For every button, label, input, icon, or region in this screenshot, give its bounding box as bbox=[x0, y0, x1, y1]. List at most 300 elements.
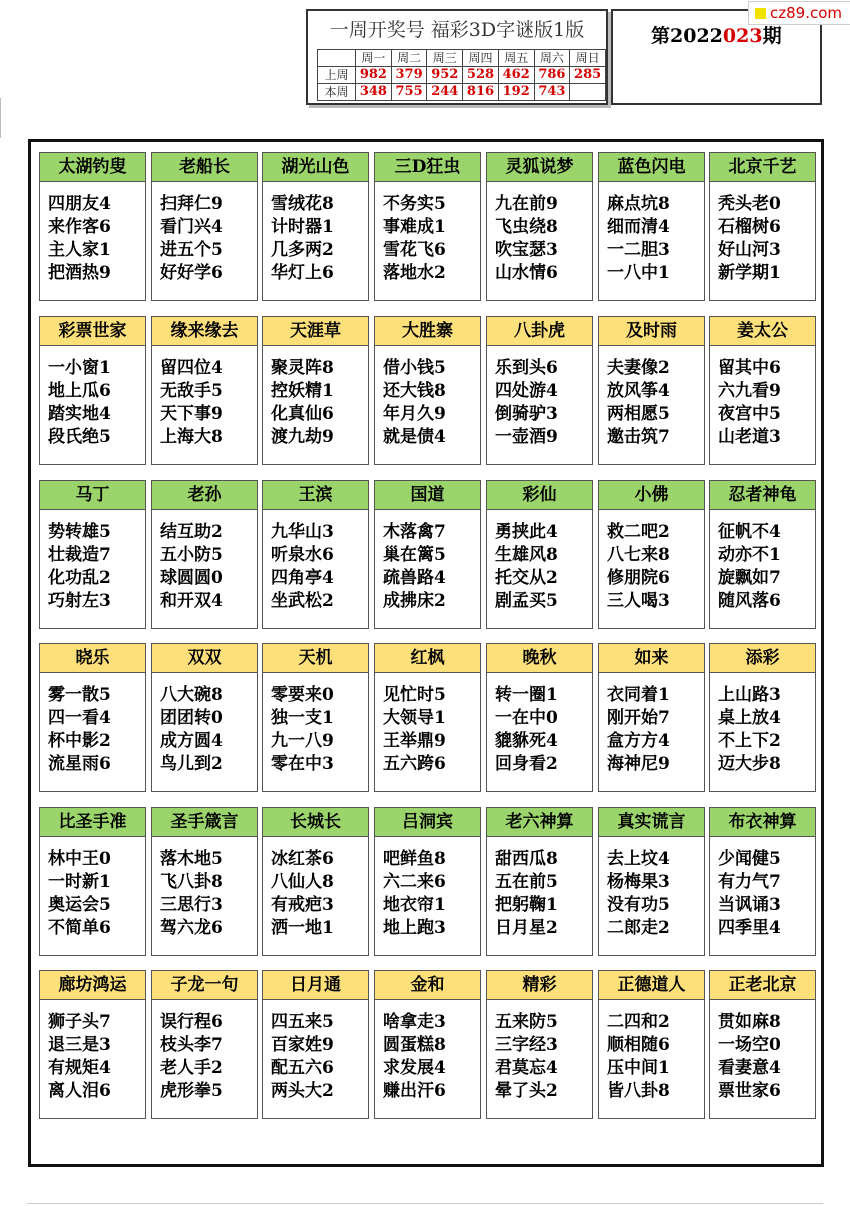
card-author: 金和 bbox=[374, 970, 481, 1000]
riddle-line: 虎形拳5 bbox=[160, 1081, 223, 1101]
riddle-line: 剧孟买5 bbox=[495, 591, 558, 611]
card-author: 大胜寨 bbox=[374, 316, 481, 346]
riddle-line: 二郎走2 bbox=[607, 918, 670, 938]
riddle-line: 不简单6 bbox=[48, 918, 111, 938]
riddle-line: 四五来5 bbox=[271, 1012, 334, 1032]
card-riddle-lines bbox=[48, 521, 143, 613]
riddle-line: 见忙时5 bbox=[383, 685, 446, 705]
riddle-line: 随风落6 bbox=[718, 591, 781, 611]
card-riddle-lines bbox=[607, 684, 702, 776]
card-riddle-lines bbox=[495, 848, 590, 940]
puzzle-card bbox=[486, 970, 593, 1119]
riddle-line: 赚出汗6 bbox=[383, 1081, 446, 1101]
puzzle-card bbox=[709, 316, 816, 465]
draw-number: 816 bbox=[463, 84, 499, 101]
card-riddle-lines bbox=[383, 357, 478, 449]
riddle-line: 借小钱5 bbox=[383, 358, 446, 378]
card-riddle-lines bbox=[718, 357, 813, 449]
riddle-line: 来作客6 bbox=[48, 217, 111, 237]
draw-number: 462 bbox=[498, 67, 534, 84]
card-riddle-lines bbox=[495, 521, 590, 613]
puzzle-card bbox=[39, 807, 146, 956]
draw-number: 982 bbox=[356, 67, 392, 84]
card-riddle-lines bbox=[160, 193, 255, 285]
riddle-line: 留四位4 bbox=[160, 358, 223, 378]
riddle-line: 独一支1 bbox=[271, 708, 334, 728]
card-riddle-lines bbox=[383, 193, 478, 285]
riddle-line: 求发展4 bbox=[383, 1058, 446, 1078]
riddle-line: 鸟儿到2 bbox=[160, 754, 223, 774]
card-author: 比圣手准 bbox=[39, 807, 146, 837]
card-riddle-lines bbox=[271, 1011, 366, 1103]
card-riddle-lines bbox=[718, 193, 813, 285]
riddle-line: 圆蛋糕8 bbox=[383, 1035, 446, 1055]
puzzle-card bbox=[709, 152, 816, 301]
riddle-line: 五在前5 bbox=[495, 872, 558, 892]
puzzle-card bbox=[598, 316, 705, 465]
riddle-line: 八仙人8 bbox=[271, 872, 334, 892]
card-riddle-lines bbox=[48, 1011, 143, 1103]
draw-number: 192 bbox=[498, 84, 534, 101]
riddle-line: 顺相随6 bbox=[607, 1035, 670, 1055]
puzzle-card bbox=[39, 152, 146, 301]
riddle-line: 生雄风8 bbox=[495, 545, 558, 565]
riddle-line: 退三是3 bbox=[48, 1035, 111, 1055]
riddle-line: 啥拿走3 bbox=[383, 1012, 446, 1032]
riddle-line: 杨梅果3 bbox=[607, 872, 670, 892]
day-header: 周日 bbox=[570, 50, 606, 67]
riddle-line: 进五个5 bbox=[160, 240, 223, 260]
row-label: 本周 bbox=[318, 84, 356, 101]
draw-number: 285 bbox=[570, 67, 606, 84]
riddle-line: 团团转0 bbox=[160, 708, 223, 728]
riddle-line: 控妖精1 bbox=[271, 381, 334, 401]
riddle-line: 贯如麻8 bbox=[718, 1012, 781, 1032]
card-riddle-lines bbox=[607, 193, 702, 285]
day-header: 周四 bbox=[463, 50, 499, 67]
riddle-line: 皆八卦8 bbox=[607, 1081, 670, 1101]
day-header: 周一 bbox=[356, 50, 392, 67]
riddle-line: 邀击筑7 bbox=[607, 427, 670, 447]
draw-number bbox=[570, 84, 606, 101]
riddle-line: 迈大步8 bbox=[718, 754, 781, 774]
draw-number: 379 bbox=[391, 67, 427, 84]
card-riddle-lines bbox=[48, 848, 143, 940]
riddle-line: 四角亭4 bbox=[271, 568, 334, 588]
puzzle-card bbox=[39, 970, 146, 1119]
riddle-line: 修朋院6 bbox=[607, 568, 670, 588]
riddle-line: 巧射左3 bbox=[48, 591, 111, 611]
riddle-line: 天下事9 bbox=[160, 404, 223, 424]
puzzle-card bbox=[262, 970, 369, 1119]
riddle-line: 一小窗1 bbox=[48, 358, 111, 378]
riddle-line: 征帆不4 bbox=[718, 522, 781, 542]
riddle-line: 压中间1 bbox=[607, 1058, 670, 1078]
puzzle-card bbox=[598, 152, 705, 301]
riddle-line: 一时新1 bbox=[48, 872, 111, 892]
riddle-line: 五来防5 bbox=[495, 1012, 558, 1032]
draw-number: 528 bbox=[463, 67, 499, 84]
riddle-line: 六九看9 bbox=[718, 381, 781, 401]
riddle-line: 一八中1 bbox=[607, 263, 670, 283]
puzzle-card bbox=[151, 643, 258, 792]
riddle-line: 雪绒花8 bbox=[271, 194, 334, 214]
card-author: 姜太公 bbox=[709, 316, 816, 346]
card-author: 三D狂虫 bbox=[374, 152, 481, 182]
card-author: 正德道人 bbox=[598, 970, 705, 1000]
card-author: 八卦虎 bbox=[486, 316, 593, 346]
riddle-line: 计时器1 bbox=[271, 217, 334, 237]
riddle-line: 三字经3 bbox=[495, 1035, 558, 1055]
card-riddle-lines bbox=[607, 357, 702, 449]
card-author: 正老北京 bbox=[709, 970, 816, 1000]
riddle-line: 地上跑3 bbox=[383, 918, 446, 938]
card-riddle-lines bbox=[718, 684, 813, 776]
riddle-line: 三人喝3 bbox=[607, 591, 670, 611]
riddle-line: 衣同着1 bbox=[607, 685, 670, 705]
riddle-line: 一在中0 bbox=[495, 708, 558, 728]
riddle-line: 不上下2 bbox=[718, 731, 781, 751]
puzzle-card bbox=[486, 480, 593, 629]
day-header: 周二 bbox=[391, 50, 427, 67]
weekly-draw-panel bbox=[306, 9, 608, 105]
riddle-line: 木落禽7 bbox=[383, 522, 446, 542]
riddle-line: 扫拜仁9 bbox=[160, 194, 223, 214]
card-riddle-lines bbox=[48, 193, 143, 285]
card-riddle-lines bbox=[383, 1011, 478, 1103]
riddle-line: 驾六龙6 bbox=[160, 918, 223, 938]
puzzle-card bbox=[486, 807, 593, 956]
riddle-line: 听泉水6 bbox=[271, 545, 334, 565]
puzzle-card bbox=[598, 643, 705, 792]
puzzle-card bbox=[374, 807, 481, 956]
puzzle-card bbox=[374, 970, 481, 1119]
riddle-line: 成方圆4 bbox=[160, 731, 223, 751]
puzzle-card bbox=[374, 643, 481, 792]
card-author: 圣手箴言 bbox=[151, 807, 258, 837]
table-corner bbox=[318, 50, 356, 67]
card-riddle-lines bbox=[48, 357, 143, 449]
card-author: 天机 bbox=[262, 643, 369, 673]
riddle-line: 三思行3 bbox=[160, 895, 223, 915]
riddle-line: 看妻意4 bbox=[718, 1058, 781, 1078]
card-riddle-lines bbox=[160, 684, 255, 776]
riddle-line: 疏兽路4 bbox=[383, 568, 446, 588]
card-author: 忍者神龟 bbox=[709, 480, 816, 510]
riddle-line: 一二胆3 bbox=[607, 240, 670, 260]
riddle-line: 五六跨6 bbox=[383, 754, 446, 774]
riddle-line: 留其中6 bbox=[718, 358, 781, 378]
riddle-line: 把躬鞠1 bbox=[495, 895, 558, 915]
card-author: 日月通 bbox=[262, 970, 369, 1000]
puzzle-card bbox=[486, 152, 593, 301]
riddle-line: 四朋友4 bbox=[48, 194, 111, 214]
riddle-line: 五小防5 bbox=[160, 545, 223, 565]
riddle-line: 票世家6 bbox=[718, 1081, 781, 1101]
riddle-line: 四一看4 bbox=[48, 708, 111, 728]
card-author: 及时雨 bbox=[598, 316, 705, 346]
puzzle-card bbox=[709, 807, 816, 956]
riddle-line: 一壶酒9 bbox=[495, 427, 558, 447]
card-riddle-lines bbox=[271, 848, 366, 940]
divider bbox=[0, 98, 1, 138]
riddle-line: 两相愿5 bbox=[607, 404, 670, 424]
riddle-line: 乐到头6 bbox=[495, 358, 558, 378]
card-riddle-lines bbox=[383, 848, 478, 940]
card-author: 缘来缘去 bbox=[151, 316, 258, 346]
riddle-line: 晕了头2 bbox=[495, 1081, 558, 1101]
riddle-line: 洒一地1 bbox=[271, 918, 334, 938]
row-label: 上周 bbox=[318, 67, 356, 84]
riddle-line: 事难成1 bbox=[383, 217, 446, 237]
card-riddle-lines bbox=[718, 1011, 813, 1103]
card-author: 彩票世家 bbox=[39, 316, 146, 346]
riddle-line: 夜宫中5 bbox=[718, 404, 781, 424]
logo-text: cz89.com bbox=[770, 4, 843, 22]
riddle-line: 结互助2 bbox=[160, 522, 223, 542]
card-riddle-lines bbox=[48, 684, 143, 776]
riddle-line: 飞八卦8 bbox=[160, 872, 223, 892]
riddle-line: 还大钱8 bbox=[383, 381, 446, 401]
riddle-line: 九在前9 bbox=[495, 194, 558, 214]
card-author: 长城长 bbox=[262, 807, 369, 837]
puzzle-card bbox=[151, 807, 258, 956]
card-author: 马丁 bbox=[39, 480, 146, 510]
riddle-line: 枝头李7 bbox=[160, 1035, 223, 1055]
issue-suffix: 期 bbox=[762, 25, 782, 47]
riddle-line: 狮子头7 bbox=[48, 1012, 111, 1032]
issue-red: 023 bbox=[722, 25, 763, 47]
riddle-line: 球圆圆0 bbox=[160, 568, 223, 588]
riddle-line: 杯中影2 bbox=[48, 731, 111, 751]
riddle-line: 把酒热9 bbox=[48, 263, 111, 283]
card-author: 晓乐 bbox=[39, 643, 146, 673]
riddle-line: 去上坟4 bbox=[607, 849, 670, 869]
riddle-line: 和开双4 bbox=[160, 591, 223, 611]
riddle-line: 王举鼎9 bbox=[383, 731, 446, 751]
riddle-line: 有戒疤3 bbox=[271, 895, 334, 915]
riddle-line: 好山河3 bbox=[718, 240, 781, 260]
card-riddle-lines bbox=[160, 357, 255, 449]
card-author: 双双 bbox=[151, 643, 258, 673]
riddle-line: 化真仙6 bbox=[271, 404, 334, 424]
site-logo[interactable] bbox=[748, 1, 850, 25]
riddle-line: 新学期1 bbox=[718, 263, 781, 283]
card-author: 太湖钓叟 bbox=[39, 152, 146, 182]
riddle-line: 势转雄5 bbox=[48, 522, 111, 542]
card-riddle-lines bbox=[607, 848, 702, 940]
riddle-line: 桌上放4 bbox=[718, 708, 781, 728]
card-author: 灵狐说梦 bbox=[486, 152, 593, 182]
riddle-line: 九华山3 bbox=[271, 522, 334, 542]
riddle-line: 壮裁造7 bbox=[48, 545, 111, 565]
card-author: 布衣神算 bbox=[709, 807, 816, 837]
puzzle-card bbox=[262, 480, 369, 629]
panel-title: 一周开奖号 福彩3D字谜版1版 bbox=[329, 19, 585, 41]
day-header: 周六 bbox=[534, 50, 570, 67]
riddle-line: 动亦不1 bbox=[718, 545, 781, 565]
divider bbox=[27, 1203, 823, 1204]
issue-number bbox=[651, 21, 782, 48]
riddle-line: 化功乱2 bbox=[48, 568, 111, 588]
riddle-line: 当讽诵3 bbox=[718, 895, 781, 915]
draw-number: 952 bbox=[427, 67, 463, 84]
puzzle-card bbox=[598, 970, 705, 1119]
riddle-line: 勇挟此4 bbox=[495, 522, 558, 542]
card-author: 如来 bbox=[598, 643, 705, 673]
draw-number: 244 bbox=[427, 84, 463, 101]
riddle-line: 少闻健5 bbox=[718, 849, 781, 869]
card-author: 真实谎言 bbox=[598, 807, 705, 837]
card-riddle-lines bbox=[383, 684, 478, 776]
card-riddle-lines bbox=[160, 848, 255, 940]
riddle-line: 九一八9 bbox=[271, 731, 334, 751]
day-header: 周三 bbox=[427, 50, 463, 67]
card-riddle-lines bbox=[160, 1011, 255, 1103]
card-riddle-lines bbox=[607, 521, 702, 613]
card-riddle-lines bbox=[271, 684, 366, 776]
card-author: 国道 bbox=[374, 480, 481, 510]
riddle-line: 盒方方4 bbox=[607, 731, 670, 751]
card-author: 子龙一句 bbox=[151, 970, 258, 1000]
riddle-line: 巢在篱5 bbox=[383, 545, 446, 565]
riddle-line: 不务实5 bbox=[383, 194, 446, 214]
puzzle-card bbox=[486, 316, 593, 465]
puzzle-card bbox=[709, 970, 816, 1119]
card-riddle-lines bbox=[271, 357, 366, 449]
puzzle-card bbox=[151, 480, 258, 629]
riddle-line: 放风筝4 bbox=[607, 381, 670, 401]
puzzle-card bbox=[374, 480, 481, 629]
puzzle-card bbox=[262, 152, 369, 301]
card-riddle-lines bbox=[495, 357, 590, 449]
riddle-line: 坐武松2 bbox=[271, 591, 334, 611]
riddle-line: 好好学6 bbox=[160, 263, 223, 283]
card-author: 精彩 bbox=[486, 970, 593, 1000]
puzzle-card bbox=[262, 643, 369, 792]
riddle-line: 甜西瓜8 bbox=[495, 849, 558, 869]
puzzle-card bbox=[39, 643, 146, 792]
riddle-line: 夫妻像2 bbox=[607, 358, 670, 378]
riddle-line: 地上瓜6 bbox=[48, 381, 111, 401]
puzzle-card bbox=[709, 643, 816, 792]
card-riddle-lines bbox=[160, 521, 255, 613]
card-riddle-lines bbox=[271, 521, 366, 613]
day-header: 周五 bbox=[498, 50, 534, 67]
riddle-line: 山水情6 bbox=[495, 263, 558, 283]
riddle-line: 上海大8 bbox=[160, 427, 223, 447]
riddle-line: 踏实地4 bbox=[48, 404, 111, 424]
puzzle-card bbox=[151, 970, 258, 1119]
riddle-line: 二四和2 bbox=[607, 1012, 670, 1032]
card-author: 晚秋 bbox=[486, 643, 593, 673]
riddle-line: 有规矩4 bbox=[48, 1058, 111, 1078]
riddle-line: 海神尼9 bbox=[607, 754, 670, 774]
card-author: 廊坊鸿运 bbox=[39, 970, 146, 1000]
puzzle-card bbox=[598, 807, 705, 956]
puzzle-card bbox=[598, 480, 705, 629]
riddle-line: 一场空0 bbox=[718, 1035, 781, 1055]
riddle-line: 转一圈1 bbox=[495, 685, 558, 705]
card-author: 老六神算 bbox=[486, 807, 593, 837]
riddle-line: 落地水2 bbox=[383, 263, 446, 283]
logo-square-icon bbox=[755, 8, 766, 19]
riddle-line: 奥运会5 bbox=[48, 895, 111, 915]
draw-row bbox=[318, 67, 606, 84]
riddle-line: 零要来0 bbox=[271, 685, 334, 705]
riddle-line: 两头大2 bbox=[271, 1081, 334, 1101]
riddle-line: 几多两2 bbox=[271, 240, 334, 260]
riddle-line: 麻点坑8 bbox=[607, 194, 670, 214]
riddle-line: 百家姓9 bbox=[271, 1035, 334, 1055]
draw-number: 755 bbox=[391, 84, 427, 101]
card-riddle-lines bbox=[718, 521, 813, 613]
riddle-line: 雾一散5 bbox=[48, 685, 111, 705]
riddle-line: 雪花飞6 bbox=[383, 240, 446, 260]
riddle-line: 八七来8 bbox=[607, 545, 670, 565]
riddle-line: 救二吧2 bbox=[607, 522, 670, 542]
riddle-line: 回身看2 bbox=[495, 754, 558, 774]
puzzle-card bbox=[262, 316, 369, 465]
card-riddle-lines bbox=[271, 193, 366, 285]
riddle-line: 飞虫绕8 bbox=[495, 217, 558, 237]
card-riddle-lines bbox=[495, 1011, 590, 1103]
riddle-line: 冰红茶6 bbox=[271, 849, 334, 869]
draw-number: 743 bbox=[534, 84, 570, 101]
card-author: 湖光山色 bbox=[262, 152, 369, 182]
riddle-line: 吹宝瑟3 bbox=[495, 240, 558, 260]
riddle-line: 君莫忘4 bbox=[495, 1058, 558, 1078]
card-author: 老船长 bbox=[151, 152, 258, 182]
riddle-line: 成拂床2 bbox=[383, 591, 446, 611]
riddle-line: 山老道3 bbox=[718, 427, 781, 447]
riddle-line: 八大碗8 bbox=[160, 685, 223, 705]
puzzle-card bbox=[374, 316, 481, 465]
card-author: 吕洞宾 bbox=[374, 807, 481, 837]
draw-number: 348 bbox=[356, 84, 392, 101]
riddle-line: 没有功5 bbox=[607, 895, 670, 915]
riddle-line: 无敌手5 bbox=[160, 381, 223, 401]
draw-number: 786 bbox=[534, 67, 570, 84]
riddle-line: 四季里4 bbox=[718, 918, 781, 938]
card-author: 天涯草 bbox=[262, 316, 369, 346]
puzzle-card bbox=[262, 807, 369, 956]
riddle-line: 上山路3 bbox=[718, 685, 781, 705]
riddle-line: 看门兴4 bbox=[160, 217, 223, 237]
card-riddle-lines bbox=[383, 521, 478, 613]
riddle-line: 渡九劫9 bbox=[271, 427, 334, 447]
riddle-line: 大领导1 bbox=[383, 708, 446, 728]
puzzle-card bbox=[151, 316, 258, 465]
draw-row bbox=[318, 84, 606, 101]
riddle-line: 老人手2 bbox=[160, 1058, 223, 1078]
card-author: 红枫 bbox=[374, 643, 481, 673]
riddle-line: 石榴树6 bbox=[718, 217, 781, 237]
card-riddle-lines bbox=[718, 848, 813, 940]
riddle-line: 流星雨6 bbox=[48, 754, 111, 774]
riddle-line: 年月久9 bbox=[383, 404, 446, 424]
riddle-line: 细而清4 bbox=[607, 217, 670, 237]
riddle-line: 托交从2 bbox=[495, 568, 558, 588]
riddle-line: 段氏绝5 bbox=[48, 427, 111, 447]
card-author: 北京千艺 bbox=[709, 152, 816, 182]
puzzle-card bbox=[709, 480, 816, 629]
riddle-line: 配五六6 bbox=[271, 1058, 334, 1078]
riddle-line: 刚开始7 bbox=[607, 708, 670, 728]
riddle-line: 秃头老0 bbox=[718, 194, 781, 214]
riddle-line: 吧鲜鱼8 bbox=[383, 849, 446, 869]
riddle-line: 就是债4 bbox=[383, 427, 446, 447]
